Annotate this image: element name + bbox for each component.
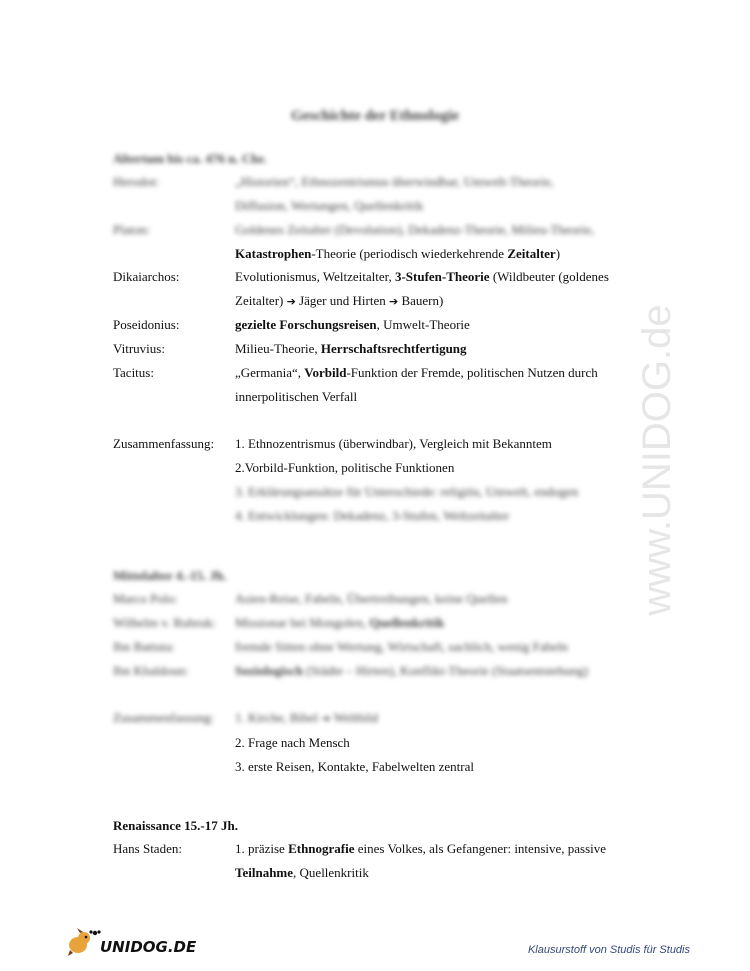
entry-text-line2: Diffusion, Wertungen, Quellenkritik [235, 198, 424, 213]
entry-label: Ibn Battuta: [113, 639, 175, 654]
entry-text: Missionar bei Mongolen, Quellenkritik [235, 615, 445, 630]
entry-label: Hans Staden: [113, 841, 182, 856]
entry-text-line2: innerpolitischen Verfall [235, 389, 358, 404]
entry-label: Herodot: [113, 174, 160, 189]
entry-text-line1: Evolutionismus, Weltzeitalter, 3-Stufen-Theorie (Wildbeuter (goldenes [235, 269, 609, 284]
page-title: Geschichte der Ethnologie [290, 108, 460, 124]
entry-text-line1: 1. präzise Ethnografie eines Volkes, als Gefangener: intensive, passive [235, 841, 607, 856]
entry-label: Tacitus: [113, 365, 154, 380]
arrow-icon: ➔ [388, 295, 399, 308]
entry-text-line1: „Historien“, Ethnozentrismus überwindbar, Umwelt-Theorie, [235, 174, 554, 189]
summary-label: Zusammenfassung: [113, 710, 215, 725]
entry-label: Vitruvius: [113, 341, 165, 356]
entry-label: Marco Polo: [113, 591, 178, 606]
summary-item-3: 3. Erklärungsansätze für Unterschiede: religiös, Umwelt, endogen [235, 484, 579, 499]
summary-item-1: 1. Kirche, Bibel ➔ Weltbild [235, 710, 378, 725]
entry-text: Milieu-Theorie, Herrschaftsrechtfertigung [235, 341, 467, 356]
svg-text:UNIDOG.DE: UNIDOG.DE [100, 938, 197, 956]
entry-label: Platon: [113, 222, 150, 237]
footer-tagline: Klausurstoff von Studis für Studis [527, 944, 690, 956]
entry-text: Soziologisch (Städte – Hirten), Konflikt-Theorie (Staatsentstehung) [235, 663, 589, 678]
arrow-icon: ➔ [286, 295, 296, 308]
entry-text: fremde Sitten ohne Wertung, Wirtschaft, sachlich, wenig Fabeln [235, 639, 568, 654]
section-heading-mittelalter: Mittelalter 4.-15. Jh. [113, 568, 227, 583]
summary-item-3: 3. erste Reisen, Kontakte, Fabelwelten zentral [235, 759, 474, 774]
entry-label: Ibn Khaldoun: [113, 663, 189, 678]
entry-label: Dikaiarchos: [113, 269, 180, 284]
entry-text: Asien-Reise, Fabeln, Übertreibungen, keine Quellen [235, 591, 508, 606]
arrow-icon: ➔ [321, 712, 331, 725]
entry-text-line2: Katastrophen-Theorie (periodisch wiederkehrende Zeitalter) [235, 246, 561, 261]
entry-text-line2: Zeitalter) ➔ Jäger und Hirten ➔ Bauern) [235, 293, 444, 308]
summary-item-1: 1. Ethnozentrismus (überwindbar), Vergleich mit Bekanntem [235, 436, 552, 451]
entry-text-line2: Teilnahme, Quellenkritik [235, 865, 369, 880]
summary-label: Zusammenfassung: [113, 436, 215, 451]
entry-text: gezielte Forschungsreisen, Umwelt-Theorie [235, 317, 470, 332]
svg-text:www.UNIDOG.de: www.UNIDOG.de [635, 304, 679, 616]
summary-item-4: 4. Entwicklungen: Dekadenz, 3-Stufen, Weltzeitalter [235, 508, 510, 523]
unidog-logo [64, 928, 197, 958]
summary-item-2: 2. Frage nach Mensch [235, 735, 350, 750]
entry-text-line1: Goldenes Zeitalter (Devolution), Dekadenz-Theorie, Milieu-Theorie, [235, 222, 595, 237]
watermark [635, 250, 700, 670]
entry-text-line1: „Germania“, Vorbild-Funktion der Fremde, politischen Nutzen durch [235, 365, 598, 380]
summary-item-2: 2.Vorbild-Funktion, politische Funktionen [235, 460, 455, 475]
entry-label: Wilhelm v. Rubruk: [113, 615, 216, 630]
dog-mascot-icon [68, 928, 101, 956]
entry-label: Poseidonius: [113, 317, 180, 332]
section-heading-altertum: Altertum bis ca. 476 n. Chr. [113, 151, 267, 166]
section-heading-renaissance: Renaissance 15.-17 Jh. [113, 818, 238, 833]
